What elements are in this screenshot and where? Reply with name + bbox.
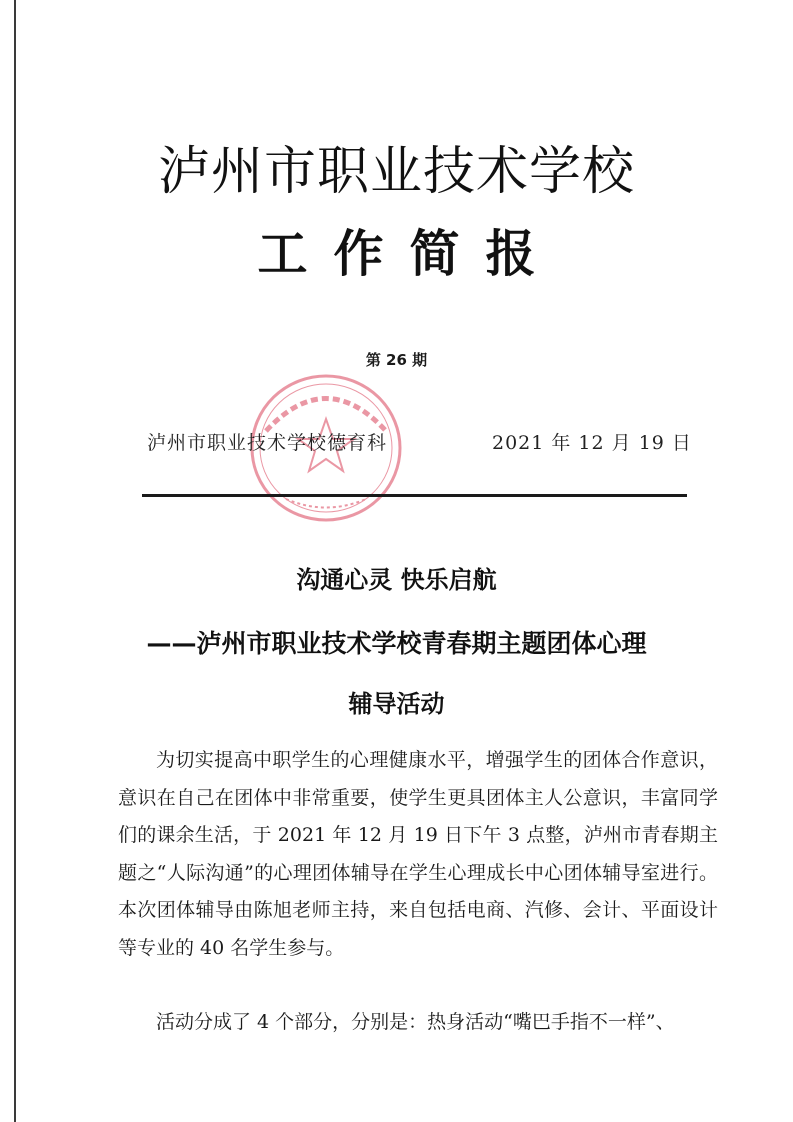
article-subtitle-cont: 辅导活动 — [348, 690, 445, 718]
bulletin-title: 工作简报 — [257, 225, 562, 283]
article-title: 沟通心灵 快乐启航 — [296, 566, 497, 594]
article-subtitle: ——泸州市职业技术学校青春期主题团体心理 — [146, 629, 647, 658]
paragraph-text: 为切实提高中职学生的心理健康水平，增强学生的团体合作意识，意识在自己在团体中非常重要，使学生更具团体主人公意识，丰富同学们的课余生活，于 2021 年 12 月 19 日下午 3 点整，泸州市青春期主题之“人际沟通”的心理团体辅导在学生心理成长中心团体辅导室进行。本次团体辅导由陈旭老师主持，来自包括电商、汽修、会计、平面设计等专业的 40 名学生参与。 — [118, 749, 718, 959]
article-body-paragraph-2 — [118, 1004, 718, 1042]
issue-number: 第 26 期 — [365, 351, 428, 369]
paragraph-text: 活动分成了 4 个部分，分别是：热身活动“嘴巴手指不一样”、 — [156, 1011, 675, 1033]
issue-date: 2021 年 12 月 19 日 — [492, 432, 692, 454]
department: 泸州市职业技术学校德育科 — [147, 432, 388, 454]
header-divider — [142, 494, 687, 497]
article-body-paragraph-1 — [118, 742, 718, 967]
school-title: 泸州市职业技术学校 — [157, 142, 635, 202]
